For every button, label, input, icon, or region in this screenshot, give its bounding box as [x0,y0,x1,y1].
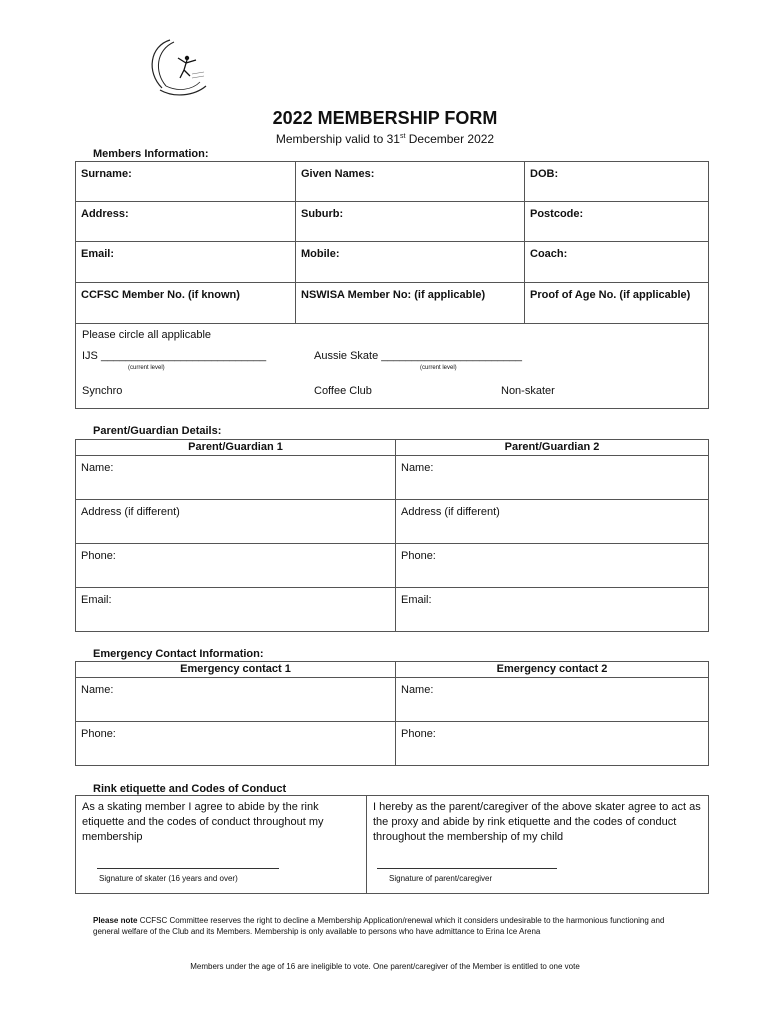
nswisa-member-no-field[interactable] [296,283,525,324]
parent-agreement [367,796,709,894]
parent2-address-field[interactable] [396,500,709,544]
parent-agreement-text: I hereby as the parent/caregiver of the above skater agree to act as the proxy and abide by rink etiquette and the codes of conduct throughout the membership of my child [373,801,701,843]
proof-of-age-field[interactable] [525,283,709,324]
emergency2-phone-field[interactable] [396,722,709,766]
parent1-email-field[interactable] [76,588,396,632]
parent2-phone-label: Phone: [401,550,436,562]
emergency1-header: Emergency contact 1 [76,662,396,678]
email-field[interactable] [76,242,296,283]
parent1-name-field[interactable] [76,456,396,500]
parent2-email-label: Email: [401,594,432,606]
given-names-label: Given Names: [301,168,375,180]
voting-footer: Members under the age of 16 are ineligible to vote. One parent/caregiver of the Member is entitled to one vote [190,962,580,971]
parent1-address-label: Address (if different) [81,506,180,518]
surname-field[interactable] [76,162,296,202]
emergency1-phone-field[interactable] [76,722,396,766]
dob-label: DOB: [530,168,559,180]
parent1-header: Parent/Guardian 1 [76,440,396,456]
aussie-level-hint: (current level) [420,365,457,371]
ijs-level-hint: (current level) [128,365,165,371]
skater-agreement-text: As a skating member I agree to abide by the rink etiquette and the codes of conduct throughout my membership [82,801,324,843]
emergency2-name-label: Name: [401,684,434,696]
note-bold: Please note [93,916,138,925]
circle-instruction: Please circle all applicable [82,329,212,341]
suburb-label: Suburb: [301,208,344,220]
ccfsc-member-no-label: CCFSC Member No. (if known) [81,289,240,301]
coach-label: Coach: [530,248,568,260]
skater-signature-caption: Signature of skater (16 years and over) [99,874,238,883]
membership-options [76,324,709,409]
parent2-name-field[interactable] [396,456,709,500]
proof-of-age-label: Proof of Age No. (if applicable) [530,289,691,301]
parent-signature-caption: Signature of parent/caregiver [389,874,493,883]
mobile-field[interactable] [296,242,525,283]
parent2-address-label: Address (if different) [401,506,500,518]
form-subtitle [0,132,770,146]
skater-agreement [76,796,367,894]
emergency-section-label: Emergency Contact Information: [93,648,264,660]
emergency1-name-label: Name: [81,684,114,696]
rink-section-label: Rink etiquette and Codes of Conduct [93,783,287,795]
parent-section-label: Parent/Guardian Details: [93,425,222,437]
emergency2-name-field[interactable] [396,678,709,722]
rink-table [75,795,709,894]
parent1-phone-field[interactable] [76,544,396,588]
parent-table [75,439,709,632]
coffee-club-option[interactable]: Coffee Club [314,385,372,397]
aussie-skate-option[interactable]: Aussie Skate _______________________ [314,350,522,362]
parent2-phone-field[interactable] [396,544,709,588]
emergency2-header: Emergency contact 2 [396,662,709,678]
form-title: 2022 MEMBERSHIP FORM [272,108,498,128]
skater-signature-line[interactable] [97,868,279,869]
emergency1-phone-label: Phone: [81,728,116,740]
mobile-label: Mobile: [301,248,340,260]
address-field[interactable] [76,202,296,242]
non-skater-option[interactable]: Non-skater [501,385,555,397]
please-note [93,915,683,937]
emergency1-name-field[interactable] [76,678,396,722]
postcode-field[interactable] [525,202,709,242]
coach-field[interactable] [525,242,709,283]
ijs-option[interactable]: IJS ___________________________ [82,350,267,362]
note-text: CCFSC Committee reserves the right to decline a Membership Application/renewal which it considers undesirable to the harmonious functioning and general welfare of the Club and its Members. Membership is only available to persons who have admittance to Erina Ice Arena [93,916,665,936]
parent2-name-label: Name: [401,462,434,474]
emergency2-phone-label: Phone: [401,728,436,740]
parent-signature-line[interactable] [377,868,557,869]
parent1-name-label: Name: [81,462,114,474]
members-section-label: Members Information: [93,148,209,160]
subtitle-text: Membership valid to 31 [275,132,400,146]
parent2-header: Parent/Guardian 2 [396,440,709,456]
club-logo [140,36,220,100]
parent2-email-field[interactable] [396,588,709,632]
emergency-table [75,661,709,766]
postcode-label: Postcode: [530,208,584,220]
parent1-email-label: Email: [81,594,112,606]
ccfsc-member-no-field[interactable] [76,283,296,324]
subtitle-text-end: December 2022 [405,132,495,146]
address-label: Address: [81,208,129,220]
synchro-option[interactable]: Synchro [82,385,123,397]
email-label: Email: [81,248,115,260]
parent1-phone-label: Phone: [81,550,116,562]
given-names-field[interactable] [296,162,525,202]
nswisa-member-no-label: NSWISA Member No: (if applicable) [301,289,486,301]
parent1-address-field[interactable] [76,500,396,544]
surname-label: Surname: [81,168,132,180]
dob-field[interactable] [525,162,709,202]
members-table [75,161,709,409]
subtitle-sup: st [399,133,406,140]
suburb-field[interactable] [296,202,525,242]
